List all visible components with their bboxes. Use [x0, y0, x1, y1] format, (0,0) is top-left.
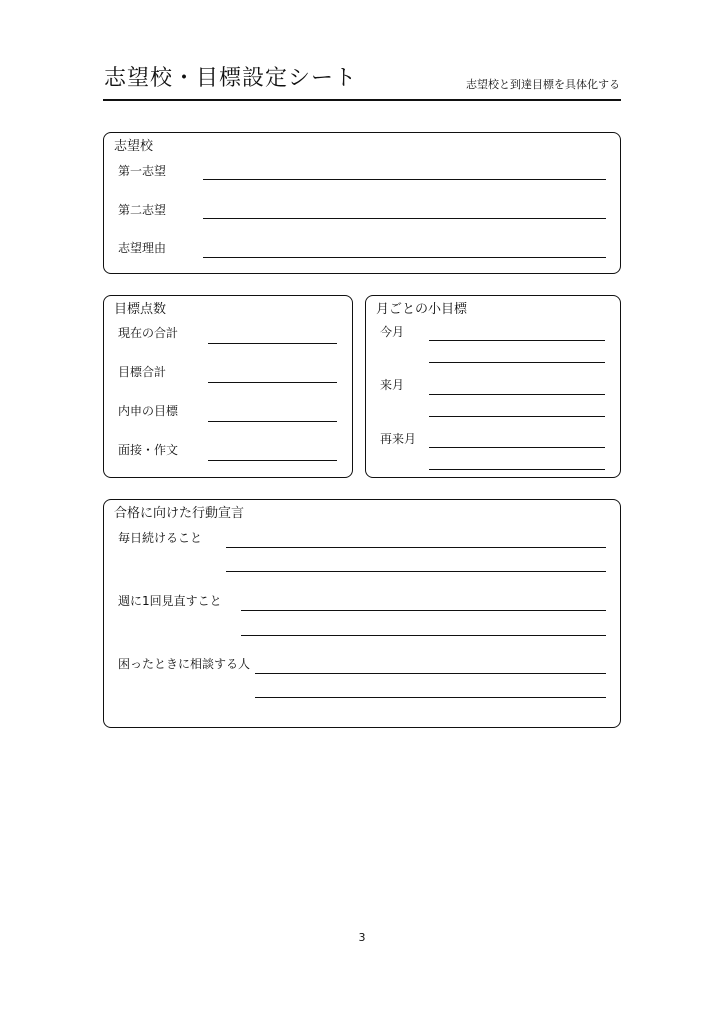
month-after-field-2[interactable] [429, 469, 605, 470]
this-month-label: 今月 [380, 325, 405, 339]
monthly-goals-section [365, 295, 621, 478]
school-section [103, 132, 621, 274]
first-choice-label: 第一志望 [118, 164, 167, 178]
daily-label: 毎日続けること [118, 531, 203, 545]
page-title: 志望校・目標設定シート [104, 66, 358, 91]
page-subtitle: 志望校と到達目標を具体化する [466, 78, 620, 91]
current-total-field[interactable] [208, 343, 337, 344]
consult-field-2[interactable] [255, 697, 606, 698]
month-after-label: 再来月 [380, 432, 417, 446]
transcript-label: 内申の目標 [118, 404, 179, 418]
target-total-field[interactable] [208, 382, 337, 383]
consult-field-1[interactable] [255, 673, 606, 674]
target-total-label: 目標合計 [118, 365, 167, 379]
daily-field-1[interactable] [226, 547, 606, 548]
score-section-title: 目標点数 [114, 302, 167, 317]
interview-field[interactable] [208, 460, 337, 461]
this-month-field-2[interactable] [429, 362, 605, 363]
interview-label: 面接・作文 [118, 443, 179, 457]
second-choice-field[interactable] [203, 218, 606, 219]
second-choice-label: 第二志望 [118, 203, 167, 217]
consult-label: 困ったときに相談する人 [118, 657, 251, 671]
transcript-field[interactable] [208, 421, 337, 422]
next-month-field-2[interactable] [429, 416, 605, 417]
current-total-label: 現在の合計 [118, 326, 179, 340]
weekly-field-1[interactable] [241, 610, 606, 611]
page-number: 3 [358, 931, 366, 944]
month-after-field-1[interactable] [429, 447, 605, 448]
daily-field-2[interactable] [226, 571, 606, 572]
header-divider [103, 99, 621, 101]
reason-field[interactable] [203, 257, 606, 258]
monthly-goals-title: 月ごとの小目標 [376, 302, 468, 317]
first-choice-field[interactable] [203, 179, 606, 180]
weekly-field-2[interactable] [241, 635, 606, 636]
score-section [103, 295, 353, 478]
weekly-label: 週に1回見直すこと [118, 594, 222, 608]
declaration-title: 合格に向けた行動宣言 [114, 506, 245, 521]
next-month-label: 来月 [380, 378, 405, 392]
declaration-section [103, 499, 621, 728]
school-section-title: 志望校 [114, 139, 154, 154]
reason-label: 志望理由 [118, 241, 167, 255]
next-month-field-1[interactable] [429, 394, 605, 395]
this-month-field-1[interactable] [429, 340, 605, 341]
